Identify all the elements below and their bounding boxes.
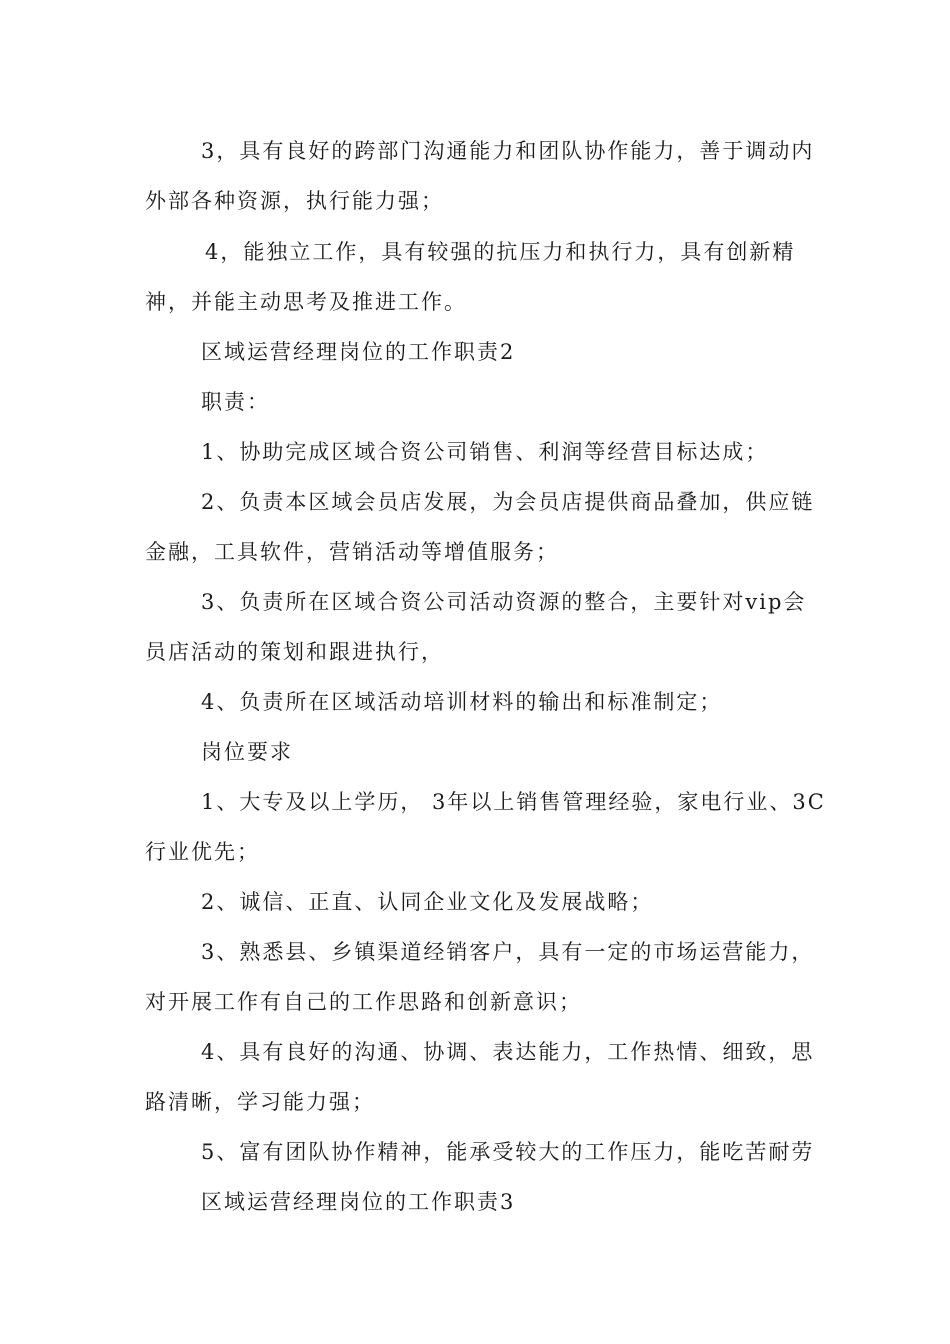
paragraph-line: 对开展工作有自己的工作思路和创新意识；	[145, 990, 582, 1014]
paragraph-line: 员店活动的策划和跟进执行，	[145, 640, 444, 664]
paragraph-line: 行业优先；	[145, 840, 260, 864]
paragraph-line: 4、具有良好的沟通、协调、表达能力，工作热情、细致，思	[201, 1040, 815, 1064]
paragraph-line: 3、熟悉县、乡镇渠道经销客户，具有一定的市场运营能力，	[201, 940, 815, 964]
paragraph-line: 1、大专及以上学历， 3年以上销售管理经验，家电行业、3C	[201, 790, 826, 814]
section-heading: 区域运营经理岗位的工作职责2	[201, 340, 516, 364]
paragraph-line: 4，能独立工作，具有较强的抗压力和执行力，具有创新精	[205, 240, 796, 264]
section-heading: 区域运营经理岗位的工作职责3	[201, 1190, 516, 1214]
paragraph-line: 神，并能主动思考及推进工作。	[145, 290, 467, 314]
paragraph-line: 5、富有团队协作精神，能承受较大的工作压力，能吃苦耐劳	[201, 1140, 815, 1164]
subheading-requirements: 岗位要求	[201, 740, 293, 764]
paragraph-line: 外部各种资源，执行能力强；	[145, 189, 444, 213]
paragraph-line: 4、负责所在区域活动培训材料的输出和标准制定；	[201, 690, 723, 714]
paragraph-line: 路清晰，学习能力强；	[145, 1090, 375, 1114]
subheading-duties: 职责：	[201, 390, 270, 414]
paragraph-line: 2、负责本区域会员店发展，为会员店提供商品叠加，供应链	[201, 490, 815, 514]
paragraph-line: 3、负责所在区域合资公司活动资源的整合，主要针对vip会	[201, 590, 807, 614]
paragraph-line: 金融，工具软件，营销活动等增值服务；	[145, 540, 559, 564]
paragraph-line: 1、协助完成区域合资公司销售、利润等经营目标达成；	[201, 440, 769, 464]
paragraph-line: 3，具有良好的跨部门沟通能力和团队协作能力，善于调动内	[201, 139, 815, 163]
paragraph-line: 2、诚信、正直、认同企业文化及发展战略；	[201, 890, 654, 914]
